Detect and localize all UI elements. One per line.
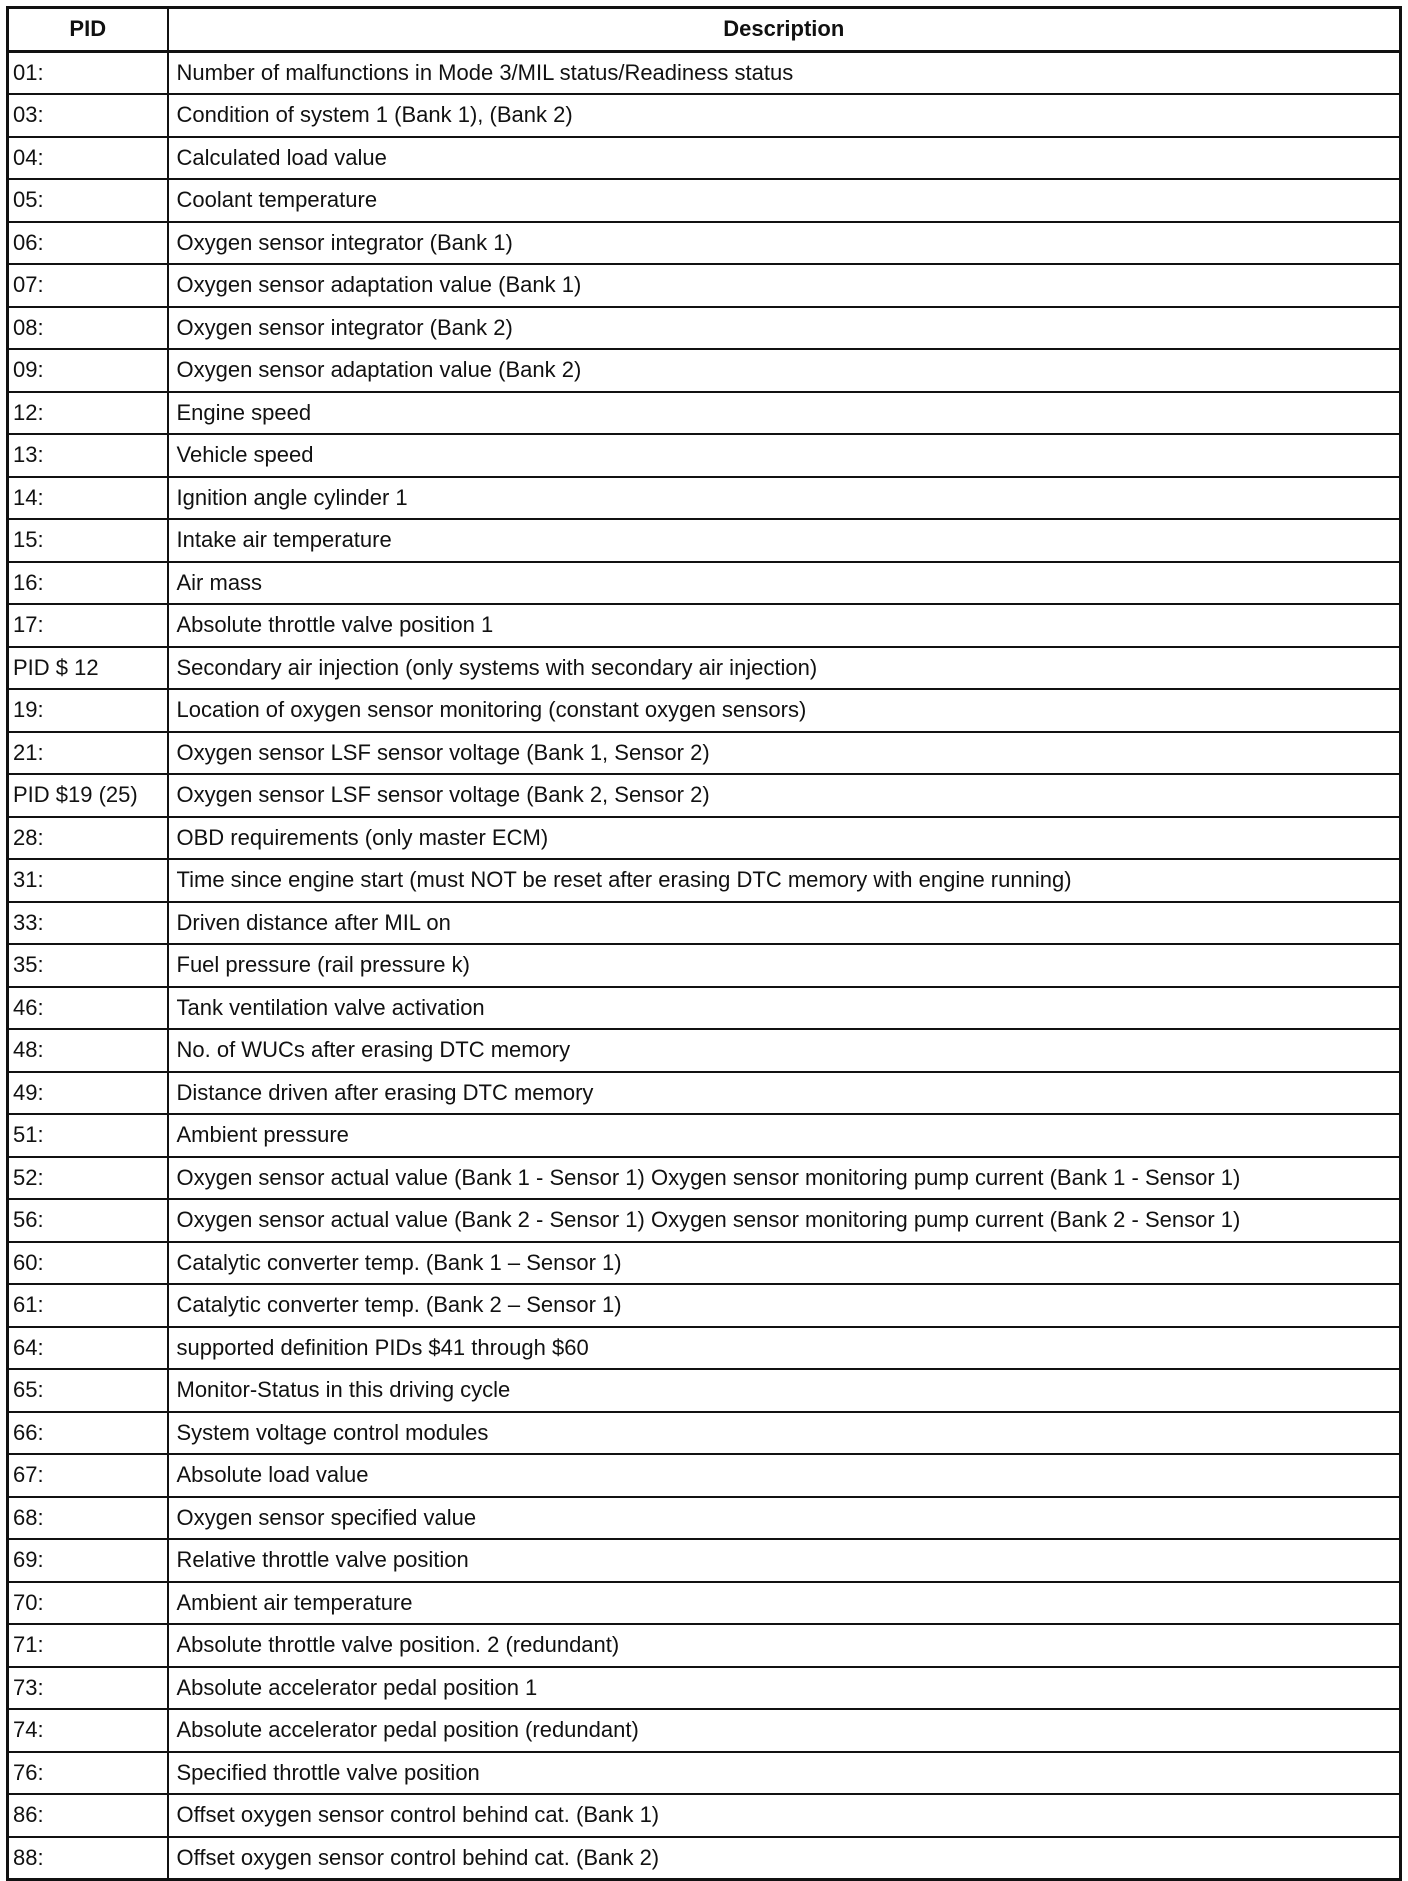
description-cell: Oxygen sensor adaptation value (Bank 1) xyxy=(168,264,1401,307)
pid-cell: 19: xyxy=(8,689,168,732)
description-cell: OBD requirements (only master ECM) xyxy=(168,817,1401,860)
description-cell: Driven distance after MIL on xyxy=(168,902,1401,945)
table-row xyxy=(8,307,1401,350)
description-cell: Oxygen sensor adaptation value (Bank 2) xyxy=(168,349,1401,392)
description-cell: supported definition PIDs $41 through $60 xyxy=(168,1327,1401,1370)
table-row xyxy=(8,562,1401,605)
pid-cell: 35: xyxy=(8,944,168,987)
table-row xyxy=(8,1709,1401,1752)
table-row xyxy=(8,392,1401,435)
table-row xyxy=(8,944,1401,987)
pid-cell: 28: xyxy=(8,817,168,860)
pid-cell: 67: xyxy=(8,1454,168,1497)
table-row xyxy=(8,1752,1401,1795)
description-cell: Coolant temperature xyxy=(168,179,1401,222)
pid-cell: 61: xyxy=(8,1284,168,1327)
pid-cell: 33: xyxy=(8,902,168,945)
description-cell: Oxygen sensor integrator (Bank 2) xyxy=(168,307,1401,350)
pid-cell: 06: xyxy=(8,222,168,265)
description-cell: Tank ventilation valve activation xyxy=(168,987,1401,1030)
table-row xyxy=(8,1199,1401,1242)
pid-cell: 09: xyxy=(8,349,168,392)
description-cell: Intake air temperature xyxy=(168,519,1401,562)
table-row xyxy=(8,1029,1401,1072)
table-row xyxy=(8,1284,1401,1327)
table-row xyxy=(8,179,1401,222)
description-cell: Catalytic converter temp. (Bank 2 – Sensor 1) xyxy=(168,1284,1401,1327)
description-cell: Engine speed xyxy=(168,392,1401,435)
description-cell: Absolute throttle valve position. 2 (redundant) xyxy=(168,1624,1401,1667)
table-row xyxy=(8,51,1401,94)
description-cell: Absolute load value xyxy=(168,1454,1401,1497)
description-cell: Oxygen sensor specified value xyxy=(168,1497,1401,1540)
table-row xyxy=(8,1369,1401,1412)
description-column-header: Description xyxy=(168,8,1401,52)
pid-cell: 31: xyxy=(8,859,168,902)
description-cell: No. of WUCs after erasing DTC memory xyxy=(168,1029,1401,1072)
table-row xyxy=(8,1539,1401,1582)
table-row xyxy=(8,647,1401,690)
pid-cell: PID $19 (25) xyxy=(8,774,168,817)
description-cell: Fuel pressure (rail pressure k) xyxy=(168,944,1401,987)
description-cell: Absolute throttle valve position 1 xyxy=(168,604,1401,647)
table-row xyxy=(8,817,1401,860)
table-row xyxy=(8,1497,1401,1540)
pid-cell: 16: xyxy=(8,562,168,605)
description-cell: Catalytic converter temp. (Bank 1 – Sensor 1) xyxy=(168,1242,1401,1285)
table-row xyxy=(8,1794,1401,1837)
description-cell: Specified throttle valve position xyxy=(168,1752,1401,1795)
pid-cell: 51: xyxy=(8,1114,168,1157)
pid-cell: 12: xyxy=(8,392,168,435)
table-row xyxy=(8,604,1401,647)
table-row xyxy=(8,1242,1401,1285)
description-cell: System voltage control modules xyxy=(168,1412,1401,1455)
table-row xyxy=(8,1582,1401,1625)
table-row xyxy=(8,1157,1401,1200)
pid-cell: 49: xyxy=(8,1072,168,1115)
pid-cell: 68: xyxy=(8,1497,168,1540)
description-cell: Monitor-Status in this driving cycle xyxy=(168,1369,1401,1412)
table-row xyxy=(8,1454,1401,1497)
pid-description-table xyxy=(6,6,1402,1881)
table-row xyxy=(8,477,1401,520)
description-cell: Vehicle speed xyxy=(168,434,1401,477)
description-cell: Oxygen sensor integrator (Bank 1) xyxy=(168,222,1401,265)
table-row xyxy=(8,1412,1401,1455)
description-cell: Ambient pressure xyxy=(168,1114,1401,1157)
description-cell: Relative throttle valve position xyxy=(168,1539,1401,1582)
pid-cell: 05: xyxy=(8,179,168,222)
pid-cell: 73: xyxy=(8,1667,168,1710)
pid-cell: 60: xyxy=(8,1242,168,1285)
pid-cell: 46: xyxy=(8,987,168,1030)
description-cell: Oxygen sensor actual value (Bank 1 - Sensor 1) Oxygen sensor monitoring pump current (Bank 1 - Sensor 1) xyxy=(168,1157,1401,1200)
pid-cell: 52: xyxy=(8,1157,168,1200)
description-cell: Absolute accelerator pedal position (redundant) xyxy=(168,1709,1401,1752)
description-cell: Absolute accelerator pedal position 1 xyxy=(168,1667,1401,1710)
table-body xyxy=(8,51,1401,1880)
table-row xyxy=(8,349,1401,392)
description-cell: Distance driven after erasing DTC memory xyxy=(168,1072,1401,1115)
pid-cell: 65: xyxy=(8,1369,168,1412)
pid-cell: 15: xyxy=(8,519,168,562)
pid-cell: 86: xyxy=(8,1794,168,1837)
description-cell: Secondary air injection (only systems with secondary air injection) xyxy=(168,647,1401,690)
pid-cell: 48: xyxy=(8,1029,168,1072)
pid-cell: 03: xyxy=(8,94,168,137)
pid-cell: 76: xyxy=(8,1752,168,1795)
table-row xyxy=(8,1624,1401,1667)
pid-cell: 08: xyxy=(8,307,168,350)
table-row xyxy=(8,859,1401,902)
description-cell: Offset oxygen sensor control behind cat. (Bank 2) xyxy=(168,1837,1401,1880)
table-row xyxy=(8,774,1401,817)
pid-cell: 70: xyxy=(8,1582,168,1625)
description-cell: Number of malfunctions in Mode 3/MIL status/Readiness status xyxy=(168,51,1401,94)
description-cell: Calculated load value xyxy=(168,137,1401,180)
pid-cell: 71: xyxy=(8,1624,168,1667)
description-cell: Ambient air temperature xyxy=(168,1582,1401,1625)
description-cell: Oxygen sensor LSF sensor voltage (Bank 2, Sensor 2) xyxy=(168,774,1401,817)
description-cell: Air mass xyxy=(168,562,1401,605)
table-row xyxy=(8,222,1401,265)
description-cell: Location of oxygen sensor monitoring (constant oxygen sensors) xyxy=(168,689,1401,732)
table-row xyxy=(8,519,1401,562)
description-cell: Oxygen sensor LSF sensor voltage (Bank 1, Sensor 2) xyxy=(168,732,1401,775)
table-row xyxy=(8,987,1401,1030)
pid-cell: 14: xyxy=(8,477,168,520)
table-row xyxy=(8,1667,1401,1710)
table-header xyxy=(8,8,1401,52)
table-row xyxy=(8,264,1401,307)
description-cell: Ignition angle cylinder 1 xyxy=(168,477,1401,520)
description-cell: Time since engine start (must NOT be reset after erasing DTC memory with engine running) xyxy=(168,859,1401,902)
pid-cell: 07: xyxy=(8,264,168,307)
pid-cell: 17: xyxy=(8,604,168,647)
table-row xyxy=(8,137,1401,180)
description-cell: Offset oxygen sensor control behind cat. (Bank 1) xyxy=(168,1794,1401,1837)
pid-cell: 21: xyxy=(8,732,168,775)
pid-column-header: PID xyxy=(8,8,168,52)
pid-cell: 69: xyxy=(8,1539,168,1582)
pid-cell: 13: xyxy=(8,434,168,477)
table-row xyxy=(8,1837,1401,1880)
table-row xyxy=(8,902,1401,945)
pid-cell: 04: xyxy=(8,137,168,180)
table-row xyxy=(8,1072,1401,1115)
table-row xyxy=(8,689,1401,732)
pid-cell: 64: xyxy=(8,1327,168,1370)
pid-cell: 88: xyxy=(8,1837,168,1880)
pid-cell: 74: xyxy=(8,1709,168,1752)
table-row xyxy=(8,434,1401,477)
pid-cell: PID $ 12 xyxy=(8,647,168,690)
table-header-row xyxy=(8,8,1401,52)
table-row xyxy=(8,732,1401,775)
description-cell: Condition of system 1 (Bank 1), (Bank 2) xyxy=(168,94,1401,137)
table-row xyxy=(8,1114,1401,1157)
pid-cell: 01: xyxy=(8,51,168,94)
pid-cell: 56: xyxy=(8,1199,168,1242)
table-row xyxy=(8,1327,1401,1370)
description-cell: Oxygen sensor actual value (Bank 2 - Sensor 1) Oxygen sensor monitoring pump current (Bank 2 - Sensor 1) xyxy=(168,1199,1401,1242)
table-row xyxy=(8,94,1401,137)
pid-cell: 66: xyxy=(8,1412,168,1455)
